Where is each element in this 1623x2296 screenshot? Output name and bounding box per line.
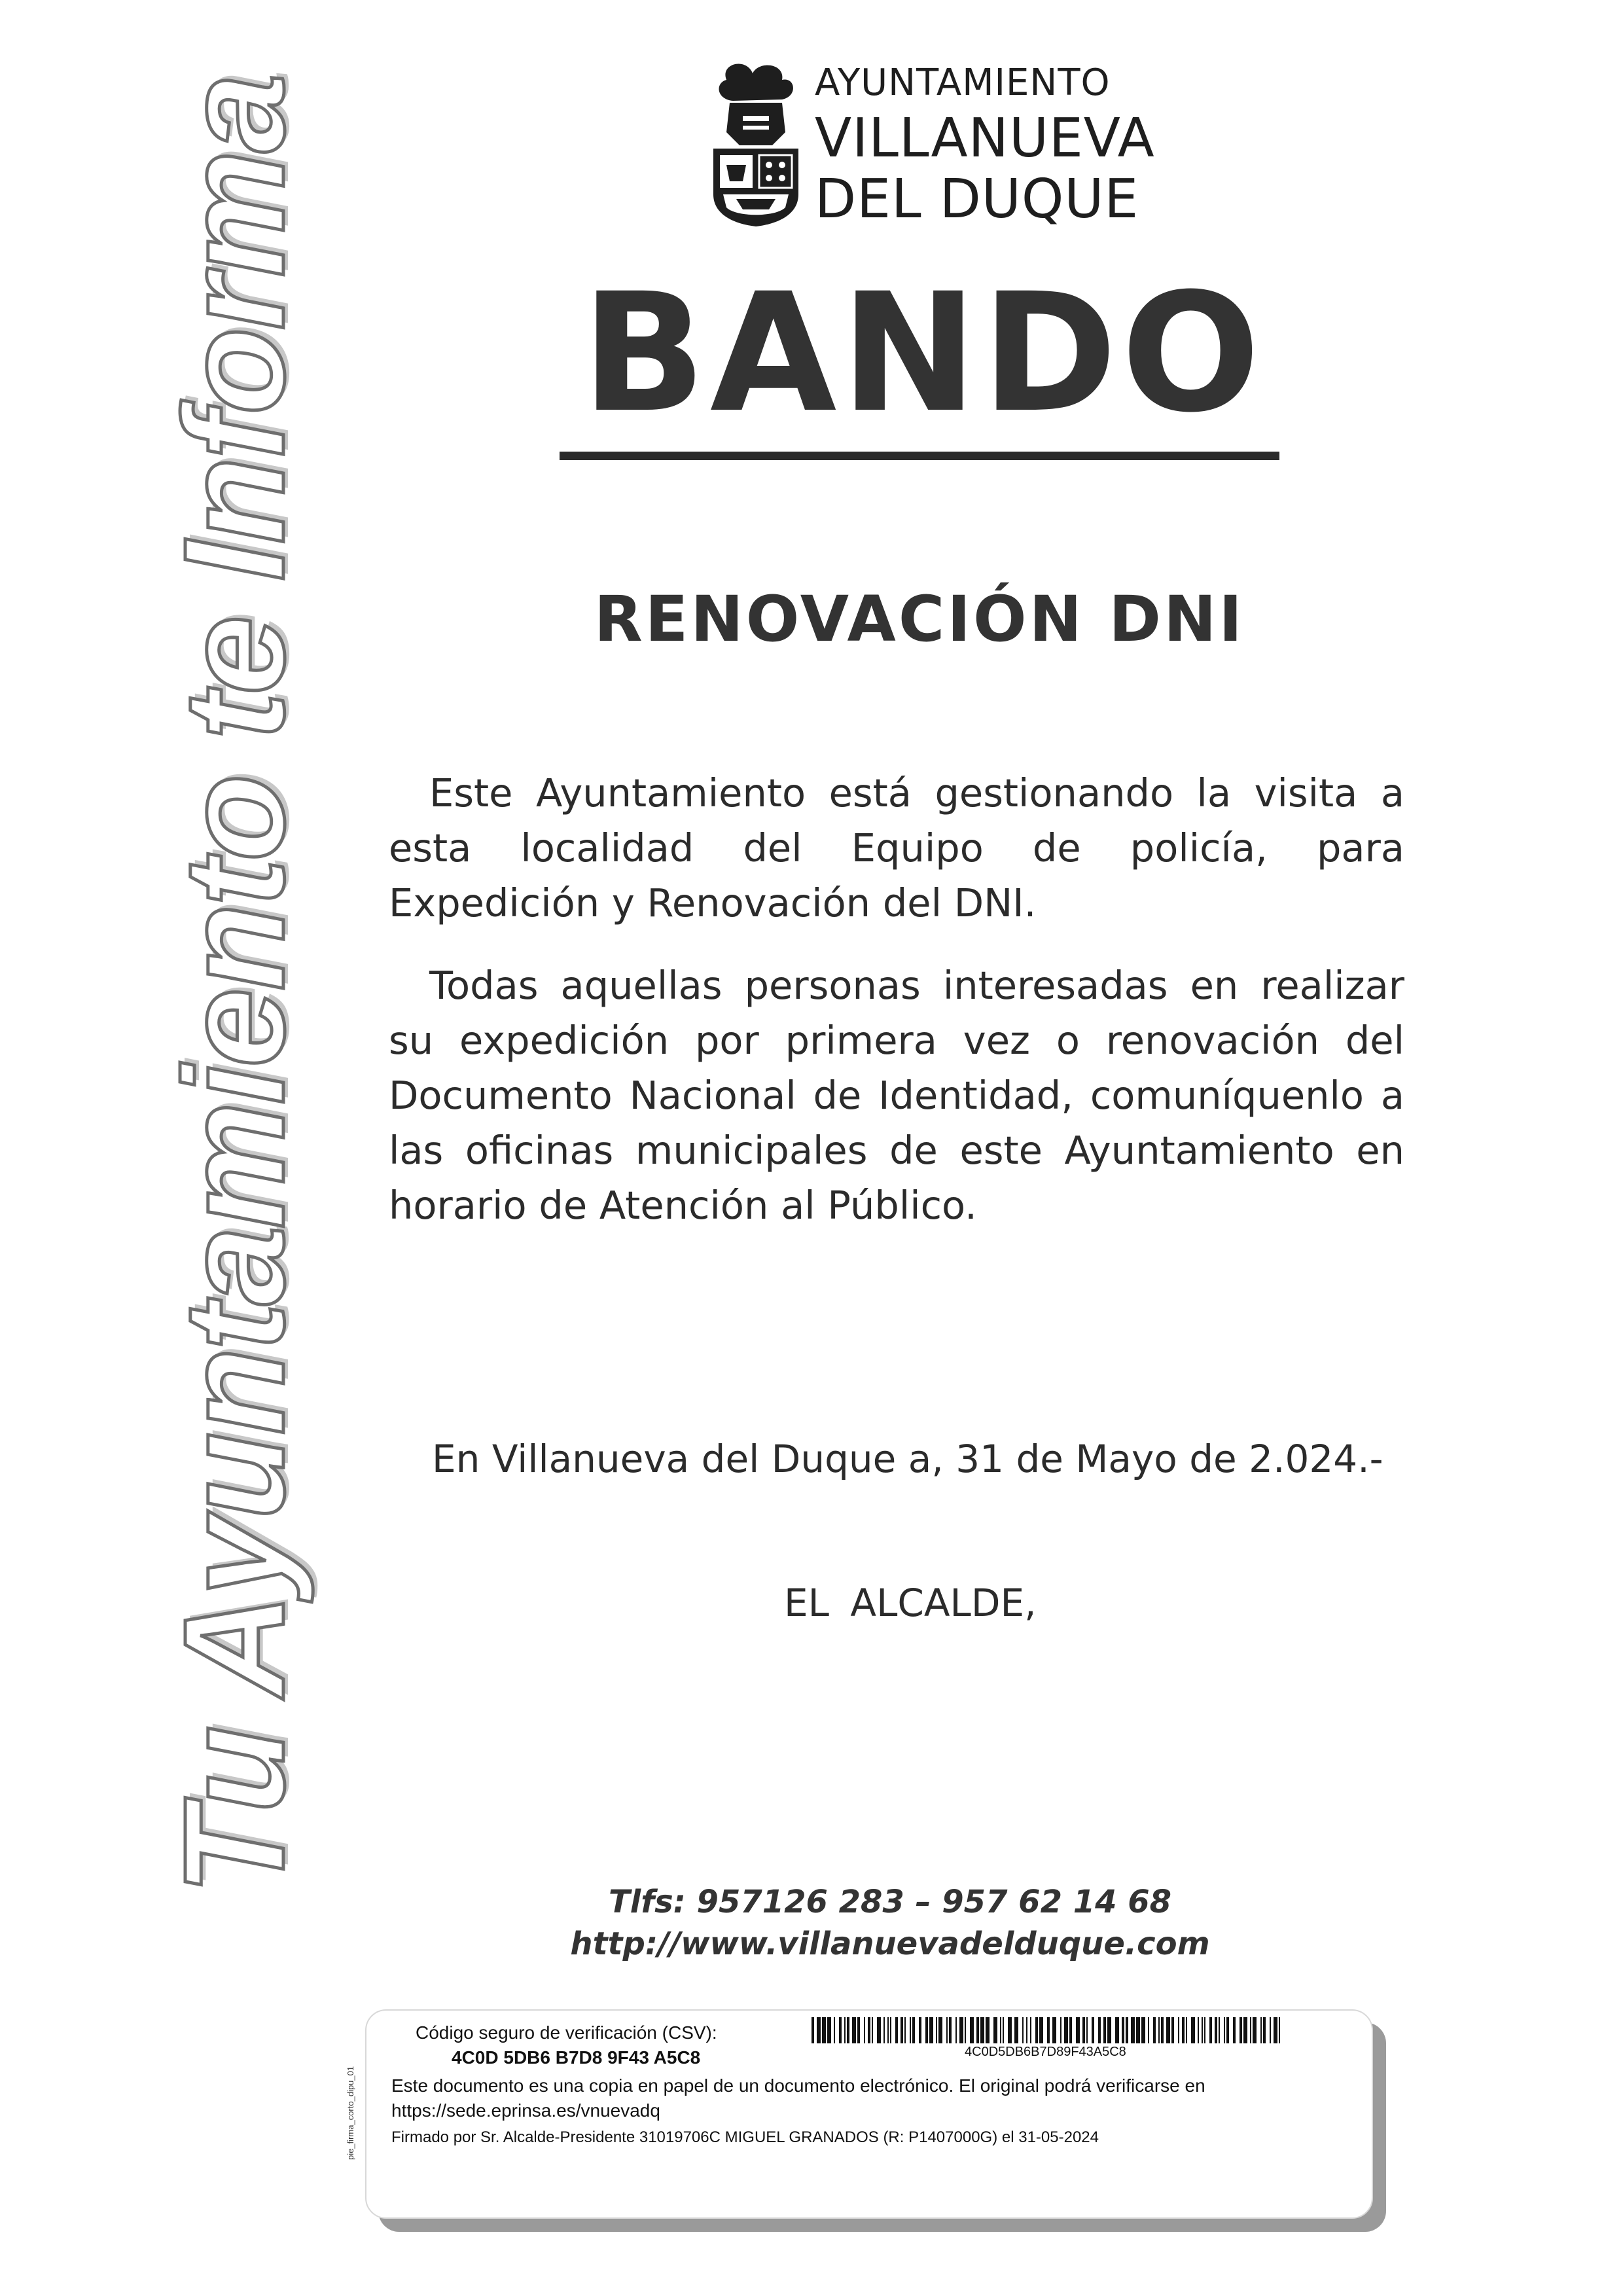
copy-note: Este documento es una copia en papel de un documento electrónico. El original podrá verificarse en https://sede.eprinsa.es/vnuevadq bbox=[391, 2075, 1205, 2121]
barcode-bar bbox=[1003, 2017, 1004, 2043]
csv-code: 4C0D 5DB6 B7D8 9F43 A5C8 bbox=[452, 2047, 701, 2068]
barcode-bar bbox=[817, 2017, 821, 2043]
barcode-bar bbox=[901, 2017, 903, 2043]
barcode-bar bbox=[938, 2017, 942, 2043]
barcode-bar bbox=[1198, 2017, 1199, 2043]
barcode-bar bbox=[1069, 2017, 1072, 2043]
barcode-bar bbox=[827, 2017, 831, 2043]
barcode-bar bbox=[1182, 2017, 1185, 2043]
side-watermark: Tu Ayuntamiento te Informa bbox=[155, 76, 314, 1895]
barcode-bar bbox=[1082, 2017, 1085, 2043]
barcode-bar bbox=[1263, 2017, 1266, 2043]
barcode-bar bbox=[1153, 2017, 1156, 2043]
barcode-bar bbox=[1226, 2017, 1229, 2043]
barcode-bar bbox=[965, 2017, 966, 2043]
barcode-bar bbox=[864, 2017, 865, 2043]
barcode-bar bbox=[1243, 2017, 1247, 2043]
barcode-bar bbox=[986, 2017, 990, 2043]
barcode-bar bbox=[1039, 2017, 1043, 2043]
barcode-bar bbox=[1209, 2017, 1212, 2043]
barcode-text: 4C0D5DB6B7D89F43A5C8 bbox=[965, 2045, 1126, 2059]
barcode-bar bbox=[857, 2017, 860, 2043]
barcode-bar bbox=[868, 2017, 870, 2043]
document-title: BANDO bbox=[581, 258, 1264, 448]
barcode-bar bbox=[883, 2017, 885, 2043]
barcode-bar bbox=[1171, 2017, 1174, 2043]
org-name-line3: DEL DUQUE bbox=[815, 168, 1139, 230]
barcode-bar bbox=[1098, 2017, 1101, 2043]
barcode-bar bbox=[1014, 2017, 1018, 2043]
barcode-bar bbox=[1092, 2017, 1094, 2043]
barcode-bar bbox=[1250, 2017, 1251, 2043]
barcode-bar bbox=[1030, 2017, 1031, 2043]
barcode-bar bbox=[1204, 2017, 1205, 2043]
barcode-bar bbox=[1047, 2017, 1050, 2043]
barcode-bar bbox=[1161, 2017, 1164, 2043]
barcode-bar bbox=[1060, 2017, 1061, 2043]
barcode-bar bbox=[1126, 2017, 1128, 2043]
barcode-bar bbox=[1008, 2017, 1012, 2043]
barcode-bar bbox=[1136, 2017, 1140, 2043]
barcode-bar bbox=[1191, 2017, 1195, 2043]
coat-of-arms-icon bbox=[707, 60, 805, 227]
barcode-bar bbox=[1122, 2017, 1124, 2043]
barcode-bar bbox=[895, 2017, 898, 2043]
barcode-bar bbox=[955, 2017, 957, 2043]
barcode-bar bbox=[1178, 2017, 1179, 2043]
contact-website[interactable]: http://www.villanuevadelduque.com bbox=[570, 1926, 1210, 1962]
barcode-bar bbox=[1224, 2017, 1225, 2043]
barcode-bar bbox=[946, 2017, 948, 2043]
municipal-logo bbox=[707, 60, 1155, 230]
barcode-bar bbox=[980, 2017, 984, 2043]
csv-label: Código seguro de verificación (CSV): bbox=[416, 2022, 717, 2043]
barcode-bar bbox=[1026, 2017, 1027, 2043]
signature-line: Firmado por Sr. Alcalde-Presidente 31019706C MIGUEL GRANADOS (R: P1407000G) el 31-05-2024 bbox=[391, 2128, 1099, 2146]
barcode-bar bbox=[1253, 2017, 1257, 2043]
contact-phones: Tlfs: 957126 283 – 957 62 14 68 bbox=[609, 1884, 1171, 1920]
barcode-bar bbox=[1064, 2017, 1068, 2043]
barcode-bar bbox=[844, 2017, 846, 2043]
barcode-bar bbox=[872, 2017, 873, 2043]
barcode-bar bbox=[847, 2017, 849, 2043]
barcode-bar bbox=[822, 2017, 826, 2043]
barcode-bar bbox=[839, 2017, 842, 2043]
barcode-bar bbox=[925, 2017, 928, 2043]
barcode-bar bbox=[1274, 2017, 1277, 2043]
barcode-bar bbox=[1186, 2017, 1187, 2043]
barcode-bar bbox=[890, 2017, 891, 2043]
barcode-bar bbox=[912, 2017, 915, 2043]
org-name-line2: VILLANUEVA bbox=[815, 107, 1155, 170]
date-line: En Villanueva del Duque a, 31 de Mayo de 2.024.- bbox=[432, 1437, 1383, 1481]
barcode-bar bbox=[1270, 2017, 1271, 2043]
barcode-bar bbox=[1035, 2017, 1038, 2043]
barcode-bar bbox=[877, 2017, 881, 2043]
document-subtitle: RENOVACIÓN DNI bbox=[594, 583, 1245, 656]
barcode-bar bbox=[1260, 2017, 1262, 2043]
barcode-bar bbox=[1279, 2017, 1280, 2043]
barcode-icon bbox=[812, 2017, 1283, 2043]
barcode-bar bbox=[812, 2017, 814, 2043]
barcode-bar bbox=[1158, 2017, 1160, 2043]
barcode-bar bbox=[949, 2017, 952, 2043]
barcode-bar bbox=[910, 2017, 911, 2043]
barcode-bar bbox=[1103, 2017, 1106, 2043]
barcode-bar bbox=[852, 2017, 856, 2043]
barcode-bar bbox=[976, 2017, 979, 2043]
barcode-bar bbox=[1052, 2017, 1056, 2043]
barcode-bar bbox=[887, 2017, 889, 2043]
barcode-bar bbox=[1202, 2017, 1203, 2043]
barcode-bar bbox=[1141, 2017, 1145, 2043]
barcode-bar bbox=[1107, 2017, 1111, 2043]
barcode-bar bbox=[904, 2017, 906, 2043]
barcode-bar bbox=[936, 2017, 937, 2043]
barcode-bar bbox=[1233, 2017, 1236, 2043]
signer-title: EL ALCALDE, bbox=[784, 1581, 1037, 1625]
body-paragraph: Este Ayuntamiento está gestionando la visita a esta localidad del Equipo de policía, para Expedición y Renovación del DNI. bbox=[389, 770, 1404, 925]
barcode-bar bbox=[970, 2017, 974, 2043]
form-code: pie_firma_corto_dipu_01 bbox=[346, 2066, 355, 2160]
title-underline bbox=[560, 452, 1279, 460]
barcode-bar bbox=[1000, 2017, 1001, 2043]
barcode-bar bbox=[834, 2017, 835, 2043]
org-name-line1: AYUNTAMIENTO bbox=[815, 62, 1111, 104]
barcode-bar bbox=[1148, 2017, 1149, 2043]
barcode-bar bbox=[1022, 2017, 1024, 2043]
barcode-bar bbox=[919, 2017, 921, 2043]
barcode-bar bbox=[1219, 2017, 1220, 2043]
barcode-bar bbox=[1115, 2017, 1119, 2043]
barcode-bar bbox=[929, 2017, 933, 2043]
barcode-bar bbox=[1240, 2017, 1242, 2043]
barcode-bar bbox=[993, 2017, 997, 2043]
barcode-bar bbox=[1076, 2017, 1080, 2043]
barcode-bar bbox=[1166, 2017, 1170, 2043]
barcode-bar bbox=[1131, 2017, 1135, 2043]
barcode-bar bbox=[1215, 2017, 1217, 2043]
barcode-bar bbox=[1086, 2017, 1088, 2043]
body-paragraph: Todas aquellas personas interesadas en realizar su expedición por primera vez o renovación del Documento Nacional de Identidad, comuníquenlo a las oficinas municipales de este Ayuntamiento en horario de Atención al Público. bbox=[389, 963, 1404, 1228]
barcode-bar bbox=[959, 2017, 963, 2043]
